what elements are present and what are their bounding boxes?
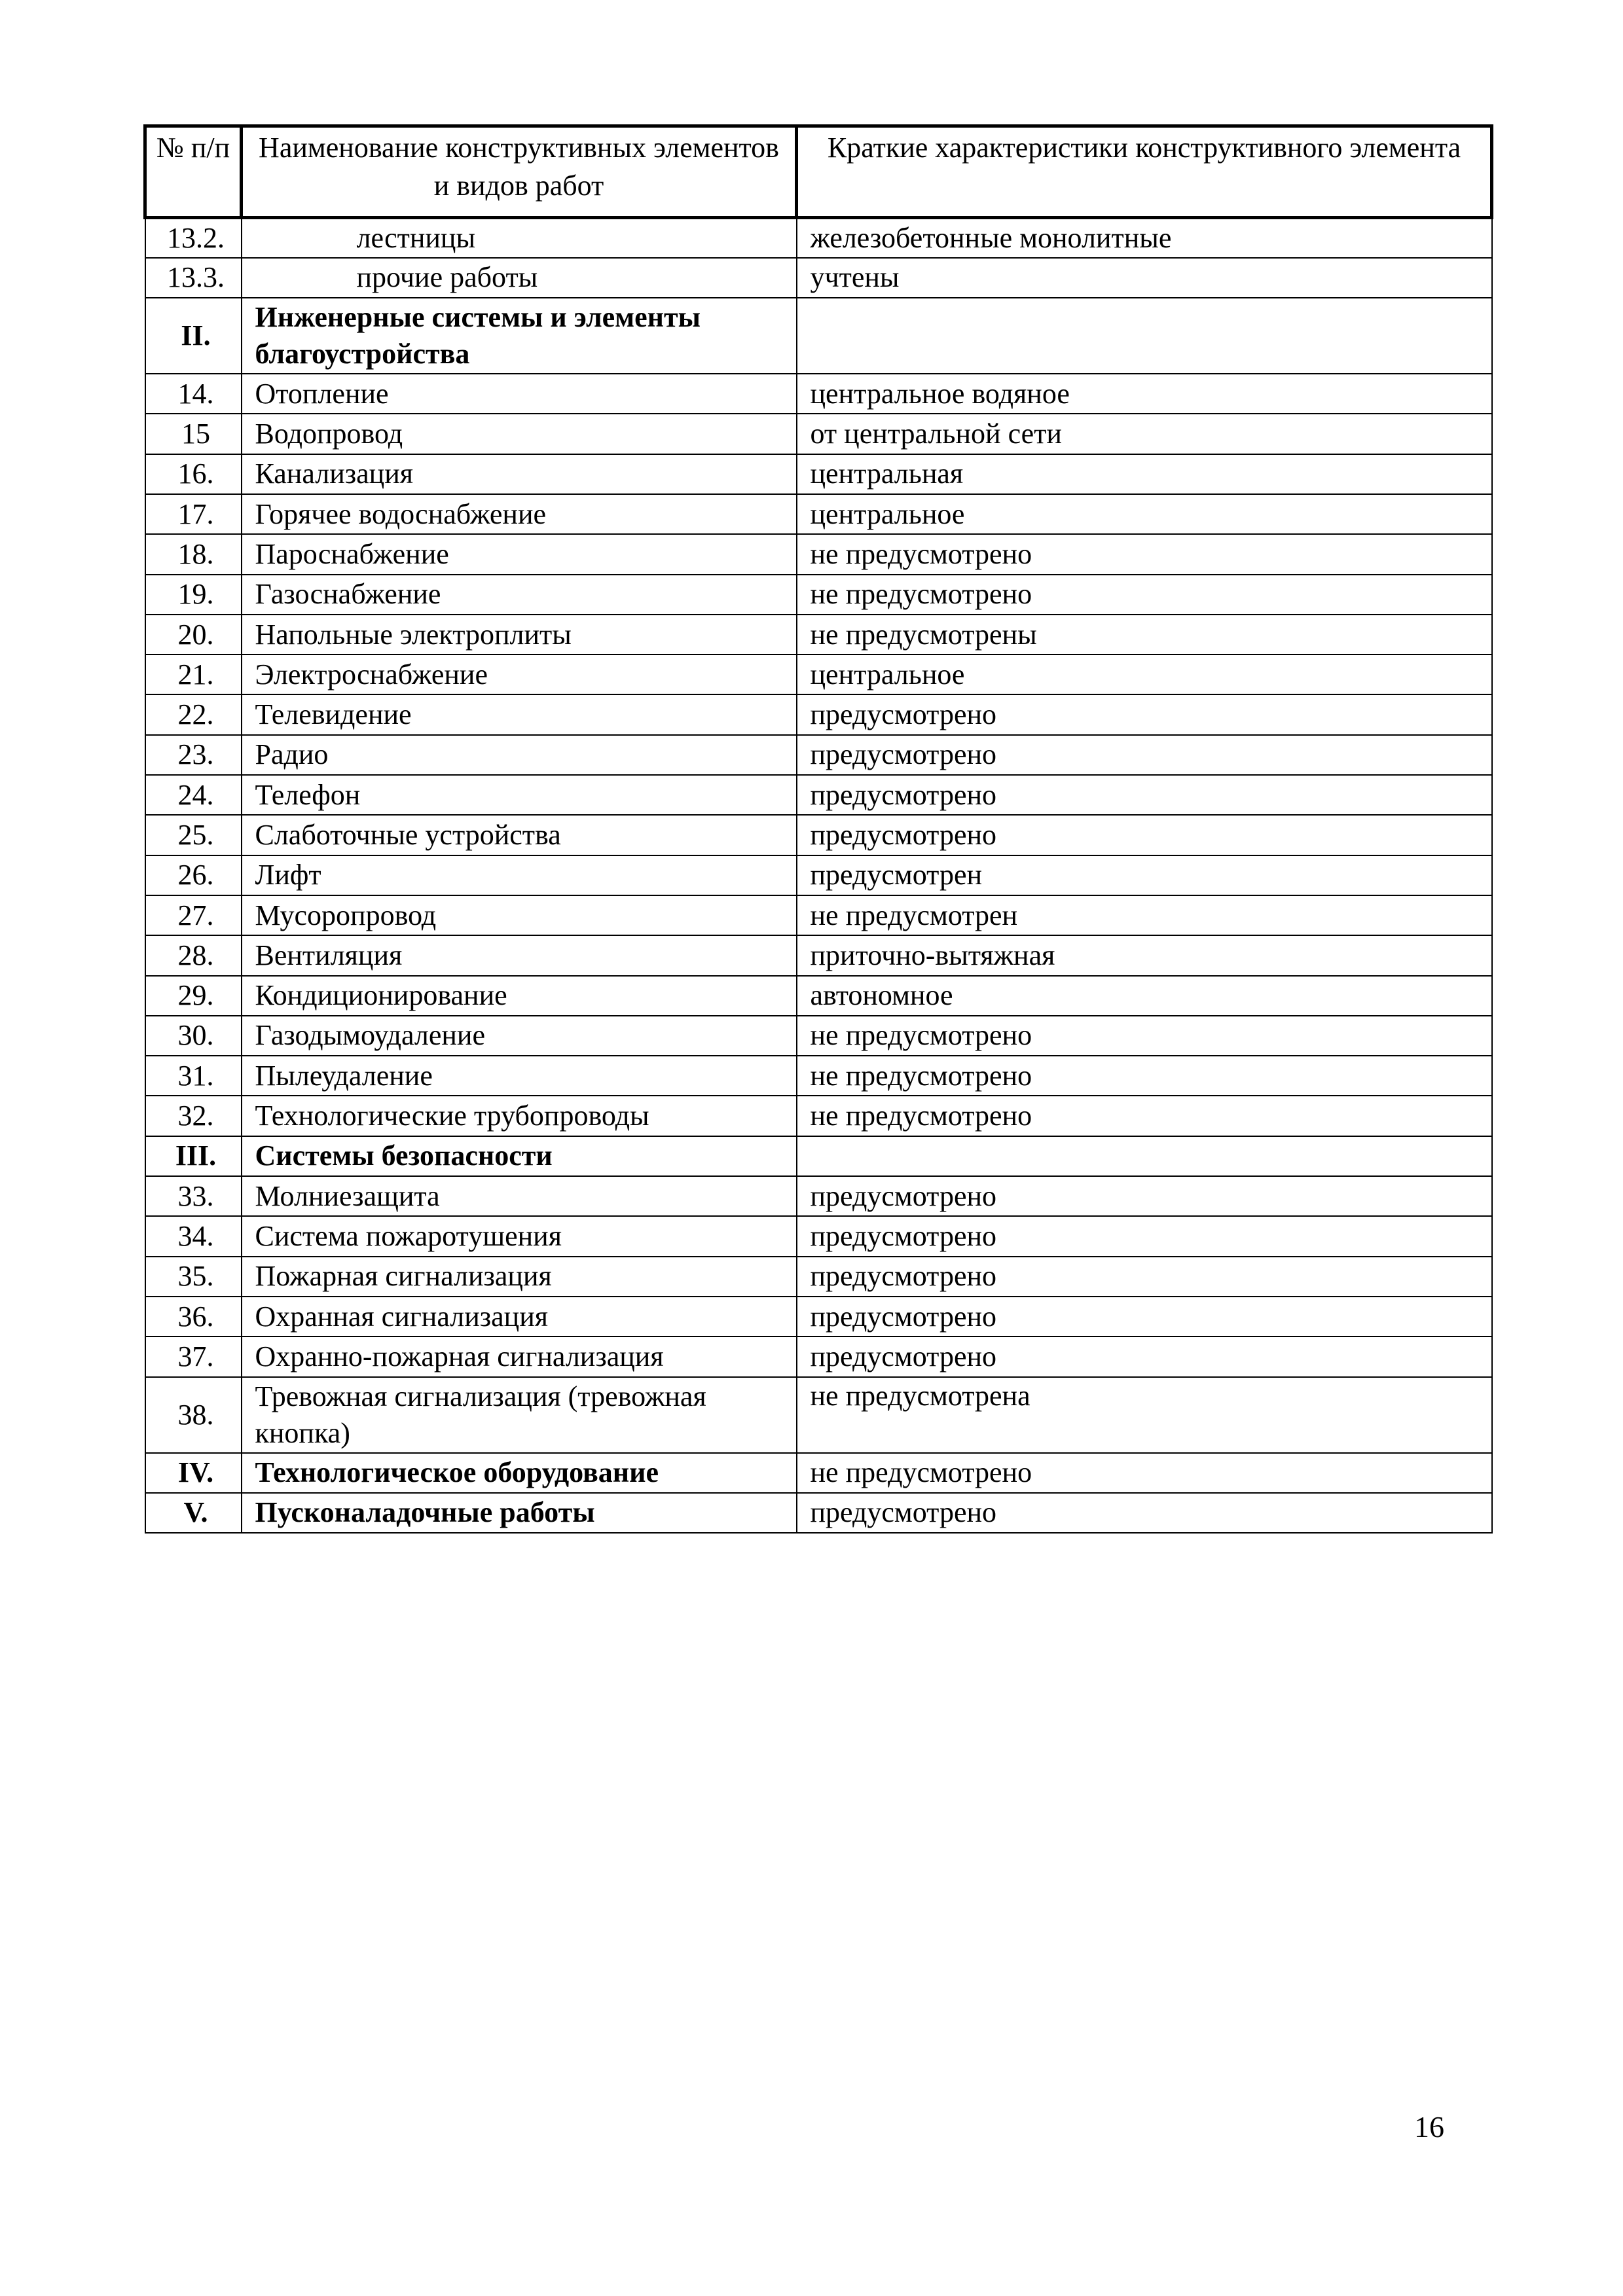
row-element-name: Пароснабжение: [242, 534, 797, 574]
row-characteristic: не предусмотрены: [797, 615, 1492, 655]
table-row: [145, 218, 1492, 258]
row-element-name: Пылеудаление: [242, 1056, 797, 1096]
table-row: [145, 1136, 1492, 1176]
row-element-name: Горячее водоснабжение: [242, 494, 797, 534]
row-number: 25.: [145, 815, 242, 855]
page-number: 16: [1414, 2110, 1444, 2144]
row-element-name: Охранно-пожарная сигнализация: [242, 1336, 797, 1376]
row-number: 21.: [145, 655, 242, 694]
row-element-name: Вентиляция: [242, 935, 797, 975]
table-row: [145, 374, 1492, 414]
row-element-name: Пусконаладочные работы: [242, 1493, 797, 1533]
table-row: [145, 1016, 1492, 1056]
row-characteristic: [797, 298, 1492, 374]
row-element-name: Молниезащита: [242, 1176, 797, 1216]
table-row: [145, 855, 1492, 895]
row-element-name: Радио: [242, 735, 797, 775]
row-number: 29.: [145, 976, 242, 1016]
table-row: [145, 735, 1492, 775]
row-number: III.: [145, 1136, 242, 1176]
row-number: 24.: [145, 775, 242, 815]
row-characteristic: центральная: [797, 454, 1492, 494]
row-number: 16.: [145, 454, 242, 494]
row-characteristic: не предусмотрено: [797, 534, 1492, 574]
row-characteristic: предусмотрено: [797, 1297, 1492, 1336]
row-number: 13.3.: [145, 258, 242, 298]
row-characteristic: предусмотрено: [797, 1336, 1492, 1376]
row-number: 35.: [145, 1257, 242, 1297]
row-characteristic: железобетонные монолитные: [797, 218, 1492, 258]
table-header-row: [145, 126, 1492, 218]
row-number: 17.: [145, 494, 242, 534]
row-element-name: Пожарная сигнализация: [242, 1257, 797, 1297]
table-row: [145, 494, 1492, 534]
row-number: 14.: [145, 374, 242, 414]
table-row: [145, 775, 1492, 815]
row-element-name: Технологические трубопроводы: [242, 1096, 797, 1136]
table-row: [145, 1493, 1492, 1533]
table-row: [145, 258, 1492, 298]
row-characteristic: предусмотрено: [797, 735, 1492, 775]
row-number: 18.: [145, 534, 242, 574]
row-element-name: Мусоропровод: [242, 895, 797, 935]
table-row: [145, 1176, 1492, 1216]
row-characteristic: не предусмотрено: [797, 1096, 1492, 1136]
row-characteristic: предусмотрено: [797, 1257, 1492, 1297]
row-element-name: Лифт: [242, 855, 797, 895]
row-number: 30.: [145, 1016, 242, 1056]
row-characteristic: предусмотрено: [797, 1176, 1492, 1216]
table-row: [145, 895, 1492, 935]
row-element-name: Газодымоудаление: [242, 1016, 797, 1056]
row-characteristic: не предусмотрено: [797, 1056, 1492, 1096]
row-element-name: Слаботочные устройства: [242, 815, 797, 855]
row-number: 19.: [145, 575, 242, 615]
row-element-name: Отопление: [242, 374, 797, 414]
table-row: [145, 655, 1492, 694]
row-characteristic: предусмотрено: [797, 775, 1492, 815]
table-row: [145, 575, 1492, 615]
table-row: [145, 298, 1492, 374]
row-characteristic: от центральной сети: [797, 414, 1492, 454]
row-element-name: лестницы: [242, 218, 797, 258]
row-characteristic: [797, 1136, 1492, 1176]
row-number: 15: [145, 414, 242, 454]
row-number: 32.: [145, 1096, 242, 1136]
row-number: 37.: [145, 1336, 242, 1376]
structural-elements-table: [143, 124, 1493, 1534]
table-row: [145, 1056, 1492, 1096]
table-row: [145, 815, 1492, 855]
row-number: 13.2.: [145, 218, 242, 258]
header-characteristics: Краткие характеристики конструктивного элемента: [797, 126, 1492, 218]
row-characteristic: предусмотрено: [797, 1216, 1492, 1256]
row-number: 22.: [145, 694, 242, 734]
row-element-name: Инженерные системы и элементы благоустройства: [242, 298, 797, 374]
row-number: 26.: [145, 855, 242, 895]
table-row: [145, 935, 1492, 975]
row-element-name: Кондиционирование: [242, 976, 797, 1016]
row-characteristic: не предусмотрено: [797, 1453, 1492, 1493]
row-characteristic: предусмотрено: [797, 694, 1492, 734]
row-element-name: Телефон: [242, 775, 797, 815]
row-number: IV.: [145, 1453, 242, 1493]
row-number: 33.: [145, 1176, 242, 1216]
row-number: 31.: [145, 1056, 242, 1096]
row-characteristic: не предусмотрена: [797, 1377, 1492, 1453]
row-element-name: Канализация: [242, 454, 797, 494]
table-row: [145, 414, 1492, 454]
row-element-name: прочие работы: [242, 258, 797, 298]
table-row: [145, 1336, 1492, 1376]
table-row: [145, 1257, 1492, 1297]
row-number: 34.: [145, 1216, 242, 1256]
row-number: 27.: [145, 895, 242, 935]
row-characteristic: не предусмотрено: [797, 575, 1492, 615]
row-element-name: Тревожная сигнализация (тревожная кнопка): [242, 1377, 797, 1453]
table-row: [145, 1377, 1492, 1453]
row-element-name: Напольные электроплиты: [242, 615, 797, 655]
table-row: [145, 1297, 1492, 1336]
row-element-name: Водопровод: [242, 414, 797, 454]
row-number: 38.: [145, 1377, 242, 1453]
row-characteristic: предусмотрен: [797, 855, 1492, 895]
row-element-name: Телевидение: [242, 694, 797, 734]
row-element-name: Система пожаротушения: [242, 1216, 797, 1256]
row-number: 20.: [145, 615, 242, 655]
row-characteristic: учтены: [797, 258, 1492, 298]
row-characteristic: центральное: [797, 655, 1492, 694]
row-characteristic: не предусмотрен: [797, 895, 1492, 935]
row-number: 36.: [145, 1297, 242, 1336]
row-number: 23.: [145, 735, 242, 775]
table-row: [145, 454, 1492, 494]
row-number: 28.: [145, 935, 242, 975]
row-element-name: Технологическое оборудование: [242, 1453, 797, 1493]
table-row: [145, 1216, 1492, 1256]
table-row: [145, 1453, 1492, 1493]
row-characteristic: предусмотрено: [797, 1493, 1492, 1533]
row-characteristic: не предусмотрено: [797, 1016, 1492, 1056]
row-element-name: Системы безопасности: [242, 1136, 797, 1176]
row-number: V.: [145, 1493, 242, 1533]
row-element-name: Охранная сигнализация: [242, 1297, 797, 1336]
row-element-name: Электроснабжение: [242, 655, 797, 694]
header-name: Наименование конструктивных элементов и видов работ: [242, 126, 797, 218]
table-row: [145, 694, 1492, 734]
row-element-name: Газоснабжение: [242, 575, 797, 615]
header-num: № п/п: [145, 126, 242, 218]
row-characteristic: центральное водяное: [797, 374, 1492, 414]
table-row: [145, 534, 1492, 574]
table-row: [145, 615, 1492, 655]
row-number: II.: [145, 298, 242, 374]
table-row: [145, 1096, 1492, 1136]
row-characteristic: предусмотрено: [797, 815, 1492, 855]
table-body: [145, 218, 1492, 1534]
table-row: [145, 976, 1492, 1016]
row-characteristic: автономное: [797, 976, 1492, 1016]
row-characteristic: приточно-вытяжная: [797, 935, 1492, 975]
row-characteristic: центральное: [797, 494, 1492, 534]
